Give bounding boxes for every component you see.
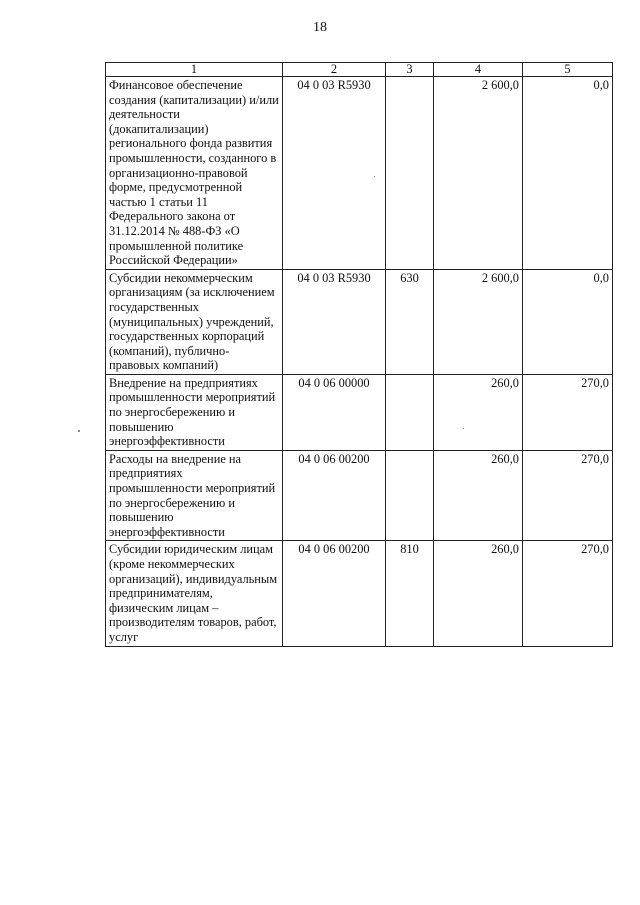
- budget-table: [105, 62, 613, 647]
- row-sum-1: 260,0: [434, 374, 523, 450]
- row-sum-2: 0,0: [523, 77, 613, 270]
- row-name: Расходы на внедрение на предприятиях промышленности мероприятий по энергосбережению и повышению энергоэффективности: [106, 450, 283, 541]
- row-sum-2: 270,0: [523, 374, 613, 450]
- table-row: [106, 374, 613, 450]
- row-code: 04 0 06 00000: [283, 374, 386, 450]
- row-sum-1: 260,0: [434, 450, 523, 541]
- row-name: Финансовое обеспечение создания (капитализации) и/или деятельности (докапитализации) регионального фонда развития промышленности, созданного в организационно-правовой форме, предусмотренной частью 1 статьи 11 Федерального закона от 31.12.2014 № 488-ФЗ «О промышленной политике Российской Федерации»: [106, 77, 283, 270]
- row-name: Внедрение на предприятиях промышленности мероприятий по энергосбережению и повышению энергоэффективности: [106, 374, 283, 450]
- scan-speck: [463, 428, 464, 429]
- column-header-5: 5: [523, 63, 613, 77]
- row-name: Субсидии юридическим лицам (кроме некоммерческих организаций), индивидуальным предпринимателям, физическим лицам – производителям товаров, работ, услуг: [106, 541, 283, 646]
- column-header-2: 2: [283, 63, 386, 77]
- table-header-row: [106, 63, 613, 77]
- row-expense-type: 810: [386, 541, 434, 646]
- row-expense-type: [386, 374, 434, 450]
- row-name: Субсидии некоммерческим организациям (за исключением государственных (муниципальных) учреждений, государственных корпораций (компаний), публично-правовых компаний): [106, 269, 283, 374]
- row-code: 04 0 03 R5930: [283, 77, 386, 270]
- column-header-1: 1: [106, 63, 283, 77]
- row-sum-1: 260,0: [434, 541, 523, 646]
- page-number: 18: [313, 20, 327, 35]
- table-row: [106, 450, 613, 541]
- row-code: 04 0 03 R5930: [283, 269, 386, 374]
- column-header-3: 3: [386, 63, 434, 77]
- column-header-4: 4: [434, 63, 523, 77]
- table-row: [106, 541, 613, 646]
- row-sum-2: 270,0: [523, 450, 613, 541]
- row-expense-type: [386, 77, 434, 270]
- row-sum-1: 2 600,0: [434, 269, 523, 374]
- table-row: [106, 77, 613, 270]
- row-code: 04 0 06 00200: [283, 541, 386, 646]
- scan-speck: [78, 430, 80, 432]
- row-sum-2: 270,0: [523, 541, 613, 646]
- row-expense-type: 630: [386, 269, 434, 374]
- row-code: 04 0 06 00200: [283, 450, 386, 541]
- row-expense-type: [386, 450, 434, 541]
- row-sum-2: 0,0: [523, 269, 613, 374]
- table-row: [106, 269, 613, 374]
- row-sum-1: 2 600,0: [434, 77, 523, 270]
- scan-speck: [374, 176, 375, 177]
